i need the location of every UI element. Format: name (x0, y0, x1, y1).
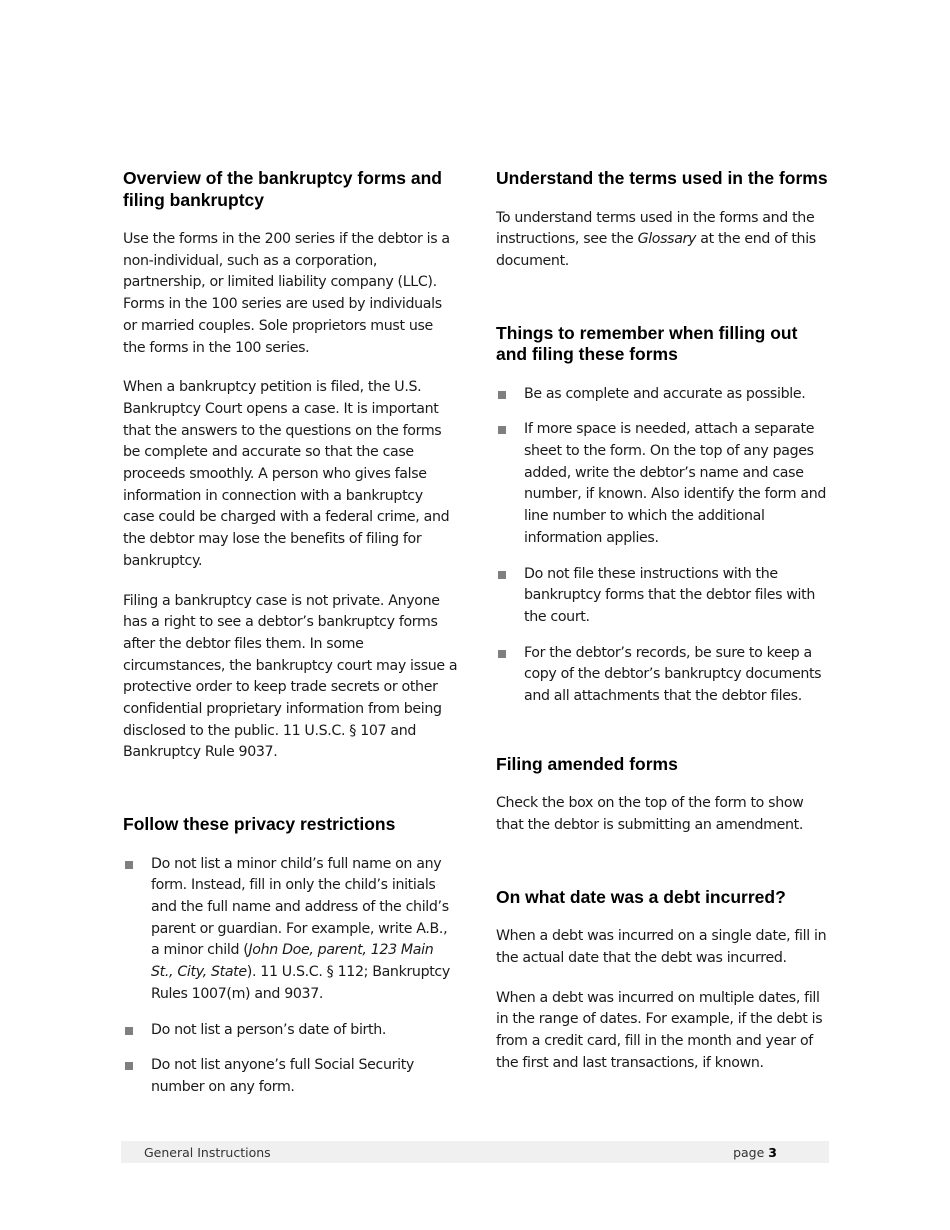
square-bullet-icon (125, 1027, 133, 1035)
privacy-list (123, 854, 458, 1099)
amended-section (496, 754, 831, 837)
list-item: Do not list a minor child’s full name on any form. Instead, fill in only the child’s initials and the full name and address of the child’s parent or guardian. For example, write A.B., a minor child (John Doe, parent, 123 Main St., City, State). 11 U.S.C. § 112; Bankruptcy Rules 1007(m) and 9037. (123, 854, 458, 1006)
square-bullet-icon (125, 1062, 133, 1070)
list-item: Do not list a person’s date of birth. (123, 1020, 458, 1042)
overview-section (123, 168, 458, 764)
footer-title: General Instructions (144, 1145, 271, 1160)
square-bullet-icon (125, 861, 133, 869)
debt-date-section (496, 887, 831, 1075)
list-item: Be as complete and accurate as possible. (496, 384, 831, 406)
list-item: Do not list anyone’s full Social Security number on any form. (123, 1055, 458, 1098)
page-footer (121, 1141, 829, 1163)
square-bullet-icon (498, 426, 506, 434)
debt-date-heading: On what date was a debt incurred? (496, 886, 786, 907)
overview-paragraph-2: When a bankruptcy petition is filed, the U.S. Bankruptcy Court opens a case. It is important that the answers to the questions on the forms be complete and accurate so that the case proceeds smoothly. A person who gives false information in connection with a bankruptcy case could be charged with a federal crime, and the debtor may lose the benefits of filing for bankruptcy. (123, 379, 450, 569)
page-number: page 3 (733, 1145, 777, 1160)
list-item: Do not file these instructions with the bankruptcy forms that the debtor files with the court. (496, 564, 831, 629)
amended-paragraph: Check the box on the top of the form to show that the debtor is submitting an amendment. (496, 795, 804, 833)
overview-paragraph-1: Use the forms in the 200 series if the debtor is a non-individual, such as a corporation, partnership, or limited liability company (LLC). Forms in the 100 series are used by individuals or married couples. Sole proprietors must use the forms in the 100 series. (123, 231, 450, 356)
overview-heading: Overview of the bankruptcy forms and filing bankruptcy (123, 168, 442, 210)
overview-paragraph-3: Filing a bankruptcy case is not private. Anyone has a right to see a debtor’s bankruptcy forms after the debtor files them. In some circumstances, the bankruptcy court may issue a protective order to keep trade secrets or other confidential proprietary information from being disclosed to the public. 11 U.S.C. § 107 and Bankruptcy Rule 9037. (123, 592, 458, 761)
square-bullet-icon (498, 650, 506, 658)
debt-date-paragraph-1: When a debt was incurred on a single date, fill in the actual date that the debt was incurred. (496, 928, 827, 966)
remember-section (496, 323, 831, 708)
list-item: If more space is needed, attach a separate sheet to the form. On the top of any pages added, write the debtor’s name and case number, if known. Also identify the form and line number to which the additional information applies. (496, 419, 831, 549)
remember-list (496, 384, 831, 708)
terms-section (496, 168, 831, 273)
privacy-section (123, 814, 458, 1099)
debt-date-paragraph-2: When a debt was incurred on multiple dates, fill in the range of dates. For example, if the debt is from a credit card, fill in the month and year of the first and last transactions, if known. (496, 989, 823, 1071)
remember-heading: Things to remember when filling out and filing these forms (496, 322, 798, 365)
amended-heading: Filing amended forms (496, 753, 678, 774)
left-column (123, 168, 458, 1113)
privacy-heading: Follow these privacy restrictions (123, 814, 396, 835)
terms-heading: Understand the terms used in the forms (496, 168, 828, 188)
right-column (496, 168, 831, 1092)
terms-paragraph: To understand terms used in the forms and the instructions, see the Glossary at the end of this document. (496, 209, 816, 269)
square-bullet-icon (498, 571, 506, 579)
square-bullet-icon (498, 391, 506, 399)
list-item: For the debtor’s records, be sure to keep a copy of the debtor’s bankruptcy documents and all attachments that the debtor files. (496, 643, 831, 708)
